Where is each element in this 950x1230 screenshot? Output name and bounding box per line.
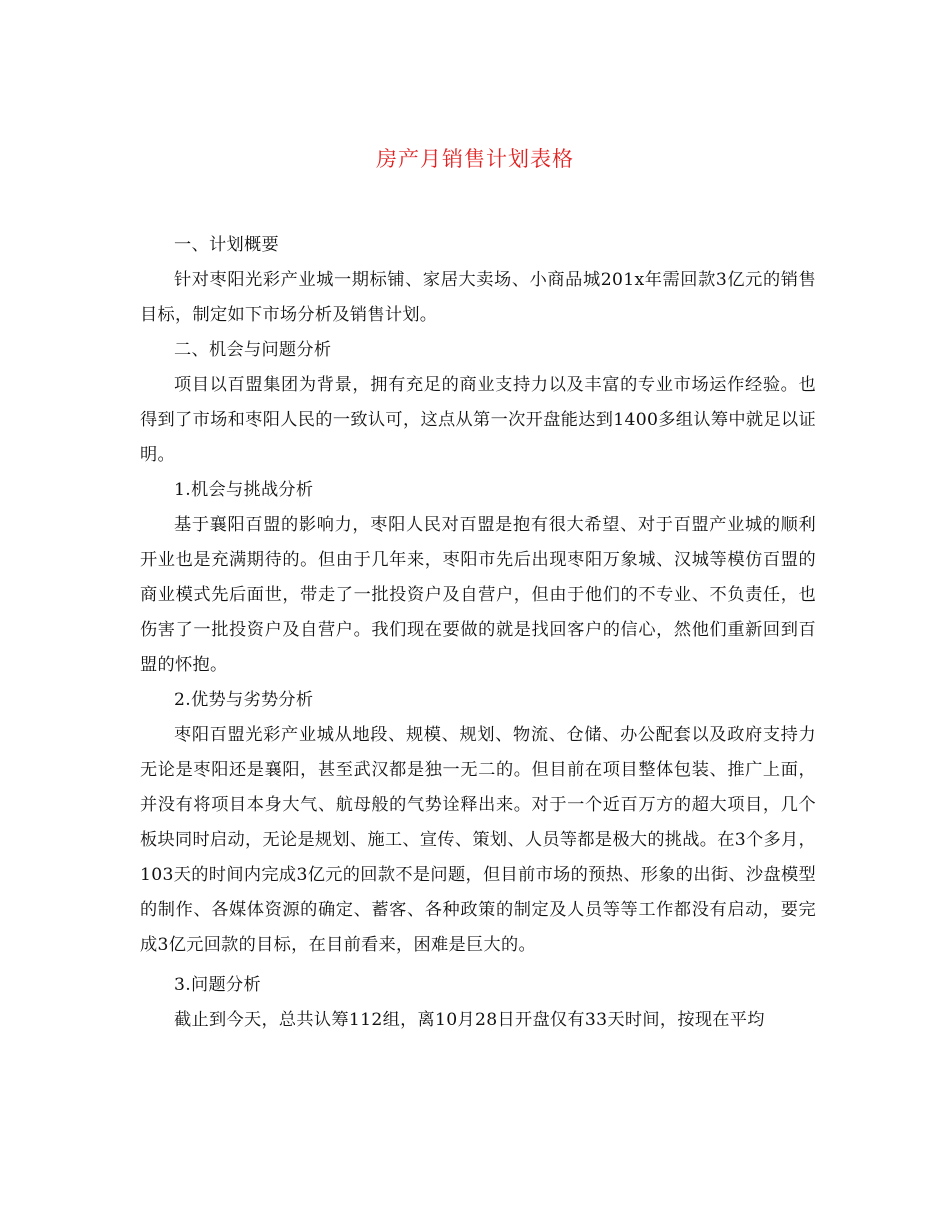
paragraph-opportunity-analysis: 项目以百盟集团为背景，拥有充足的商业支持力以及丰富的专业市场运作经验。也得到了市场和枣阳人民的一致认可，这点从第一次开盘能达到1400多组认筹中就足以证明。 [140, 375, 816, 465]
page-title: 房产月销售计划表格 [376, 147, 574, 171]
subsection-heading-strengths-weaknesses: 2.优势与劣势分析 [174, 690, 314, 710]
subsection-heading-problem-analysis: 3.问题分析 [174, 975, 261, 995]
paragraph-challenges: 基于襄阳百盟的影响力，枣阳人民对百盟是抱有很大希望、对于百盟产业城的顺利开业也是充满期待的。但由于几年来，枣阳市先后出现枣阳万象城、汉城等模仿百盟的商业模式先后面世，带走了一批投资户及自营户，但由于他们的不专业、不负责任，也伤害了一批投资户及自营户。我们现在要做的就是找回客户的信心，然他们重新回到百盟的怀抱。 [140, 515, 816, 675]
section-heading-opportunity-analysis: 二、机会与问题分析 [174, 340, 332, 360]
paragraph-strengths-weaknesses: 枣阳百盟光彩产业城从地段、规模、规划、物流、仓储、办公配套以及政府支持力无论是枣阳还是襄阳，甚至武汉都是独一无二的。但目前在项目整体包装、推广上面，并没有将项目本身大气、航母般的气势诠释出来。对于一个近百万方的超大项目，几个板块同时启动，无论是规划、施工、宣传、策划、人员等都是极大的挑战。在3个多月，103天的时间内完成3亿元的回款不是问题，但目前市场的预热、形象的出街、沙盘模型的制作、各媒体资源的确定、蓄客、各种政策的制定及人员等等工作都没有启动，要完成3亿元回款的目标，在目前看来，困难是巨大的。 [140, 725, 816, 955]
paragraph-plan-summary: 针对枣阳光彩产业城一期标铺、家居大卖场、小商品城201x年需回款3亿元的销售目标，制定如下市场分析及销售计划。 [140, 270, 816, 325]
paragraph-problem-analysis: 截止到今天，总共认筹112组，离10月28日开盘仅有33天时间，按现在平均 [174, 1010, 765, 1030]
subsection-heading-challenges: 1.机会与挑战分析 [174, 480, 314, 500]
document-body [140, 228, 816, 1038]
section-heading-plan-summary: 一、计划概要 [174, 235, 279, 255]
